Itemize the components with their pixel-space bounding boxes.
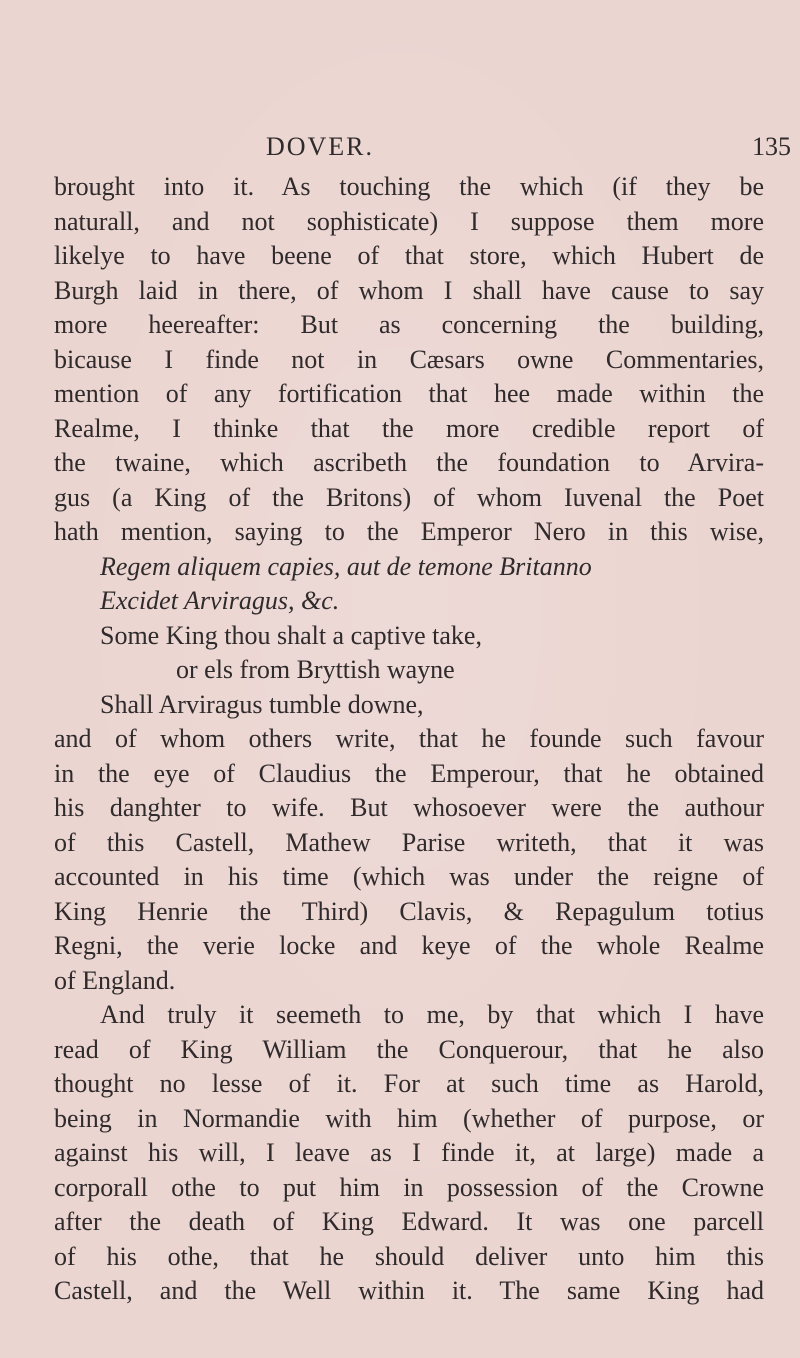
text-line: brought into it. As touching the which (if they be [54,172,764,201]
verse-line: Shall Arviragus tumble downe, [100,689,424,719]
text-line: And truly it seemeth to me, by that which I have [100,1000,764,1029]
verse-line: Excidet Arviragus, &c. [100,586,340,615]
page-number: 135 [752,132,791,161]
text-line: accounted in his time (which was under the reigne of [54,862,764,891]
text-line: of this Castell, Mathew Parise writeth, that it was [54,827,764,857]
text-line: against his will, I leave as I finde it, at large) made a [54,1138,764,1167]
text-line: of his othe, that he should deliver unto him this [54,1241,764,1271]
text-line: hath mention, saying to the Emperor Nero in this wise, [54,517,764,546]
body-text [54,170,764,1309]
text-line: his danghter to wife. But whosoever were the authour [54,793,764,822]
text-line: King Henrie the Third) Clavis, & Repagulum totius [54,896,764,926]
verse-line: Some King thou shalt a captive take, [100,620,482,650]
text-line: being in Normandie with him (whether of purpose, or [54,1103,764,1133]
verse-line: Regem aliquem capies, aut de temone Britanno [100,551,592,581]
text-line: Burgh laid in there, of whom I shall have cause to say [54,275,764,305]
running-title: DOVER. [265,132,375,161]
text-line: after the death of King Edward. It was one parcell [54,1207,764,1236]
text-line: bicause I finde not in Cæsars owne Commentaries, [54,344,764,374]
text-line: Castell, and the Well within it. The same King had [54,1276,764,1305]
text-line: Realme, I thinke that the more credible report of [54,413,764,443]
text-line: and of whom others write, that he founde such favour [54,724,764,753]
text-line: naturall, and not sophisticate) I suppose them more [54,206,764,236]
text-line: thought no lesse of it. For at such time as Harold, [54,1069,764,1098]
text-line: more heereafter: But as concerning the building, [54,310,764,339]
text-line: of England. [54,965,176,995]
text-line: the twaine, which ascribeth the foundation to Arvira- [54,448,764,477]
text-line: Regni, the verie locke and keye of the whole Realme [54,931,764,960]
text-line: corporall othe to put him in possession of the Crowne [54,1172,764,1202]
text-line: in the eye of Claudius the Emperour, that he obtained [54,758,764,788]
text-line: mention of any fortification that hee made within the [54,379,764,408]
verse-line: or els from Bryttish wayne [176,655,455,684]
text-line: read of King William the Conquerour, that he also [54,1034,764,1064]
text-line: gus (a King of the Britons) of whom Iuvenal the Poet [54,482,764,512]
text-line: likelye to have beene of that store, which Hubert de [54,241,764,270]
